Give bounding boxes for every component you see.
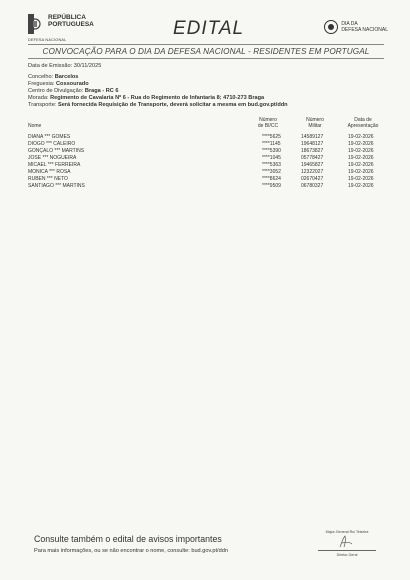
col-header-militar: Número Militar xyxy=(306,117,324,129)
col-header-bi: Número de BI/CC xyxy=(257,117,279,129)
footer-info: Para mais informações, ou se não encontrar o nome, consulte: bud.gov.pt/ddn xyxy=(34,548,228,554)
footer-notice: Consulte também o edital de avisos importantes xyxy=(34,534,222,544)
ddn-emblem-icon xyxy=(324,20,338,34)
ddn-logo xyxy=(324,20,388,34)
org-line2: PORTUGUESA xyxy=(48,21,94,28)
header-divider xyxy=(28,44,384,45)
table-row: DIANA *** GOMES ****5625 14589127 19-02-2026 xyxy=(28,134,374,140)
freguesia: Freguesia: Cossourado xyxy=(28,81,89,87)
org-line1: REPÚBLICA xyxy=(48,14,86,21)
signature-scribble-icon xyxy=(312,534,382,550)
table-row: GONÇALO *** MARTINS ****5390 18673827 19-02-2026 xyxy=(28,148,374,154)
signature-block xyxy=(312,530,382,557)
morada: Morada: Regimento de Cavalaria Nº 6 - Rua do Regimento de Infantaria 8; 4710-273 Braga xyxy=(28,95,265,101)
col-header-name: Nome xyxy=(28,123,42,129)
table-row: RUBEN *** NETO ****8624 02670427 19-02-2026 xyxy=(28,176,374,182)
col-header-date: Data de Apresentação xyxy=(347,117,379,129)
org-subtitle: DEFESA NACIONAL xyxy=(28,38,67,42)
concelho: Concelho: Barcelos xyxy=(28,74,79,80)
table-row: MICAEL *** FERREIRA ****5363 19465827 19-02-2026 xyxy=(28,162,374,168)
coat-of-arms-icon xyxy=(28,14,44,34)
centro-divulgacao: Centro de Divulgação: Braga - RC 6 xyxy=(28,88,119,94)
signature-line xyxy=(318,550,376,551)
title-divider xyxy=(28,58,384,59)
signatory-title: Diretor-Geral xyxy=(336,553,358,557)
table-row: JOSE *** NOGUEIRA ****1045 05778427 19-02-2026 xyxy=(28,155,374,161)
ddn-line1: DIA DA xyxy=(341,21,358,27)
emission-date: Data de Emissão: 30/11/2025 xyxy=(28,63,102,69)
republic-logo xyxy=(28,14,94,34)
ddn-line2: DEFESA NACIONAL xyxy=(341,27,388,33)
signature xyxy=(312,534,382,550)
document-title: EDITAL xyxy=(173,18,245,39)
table-row: DIOGO *** CALEIRO ****1145 19648127 19-02-2026 xyxy=(28,141,374,147)
table-row: SANTIAGO *** MARTINS ****9509 06780327 19-02-2026 xyxy=(28,183,374,189)
table-row: MONICA *** ROSA ****3052 12322027 19-02-2026 xyxy=(28,169,374,175)
transporte: Transporte: Será fornecida Requisição de Transporte, deverá solicitar a mesma em bud.gov.pt/ddn xyxy=(28,102,288,108)
signatory-name: Major-General Rui Teixeira xyxy=(325,530,369,534)
convocation-title: CONVOCAÇÃO PARA O DIA DA DEFESA NACIONAL - RESIDENTES EM PORTUGAL xyxy=(42,47,370,56)
